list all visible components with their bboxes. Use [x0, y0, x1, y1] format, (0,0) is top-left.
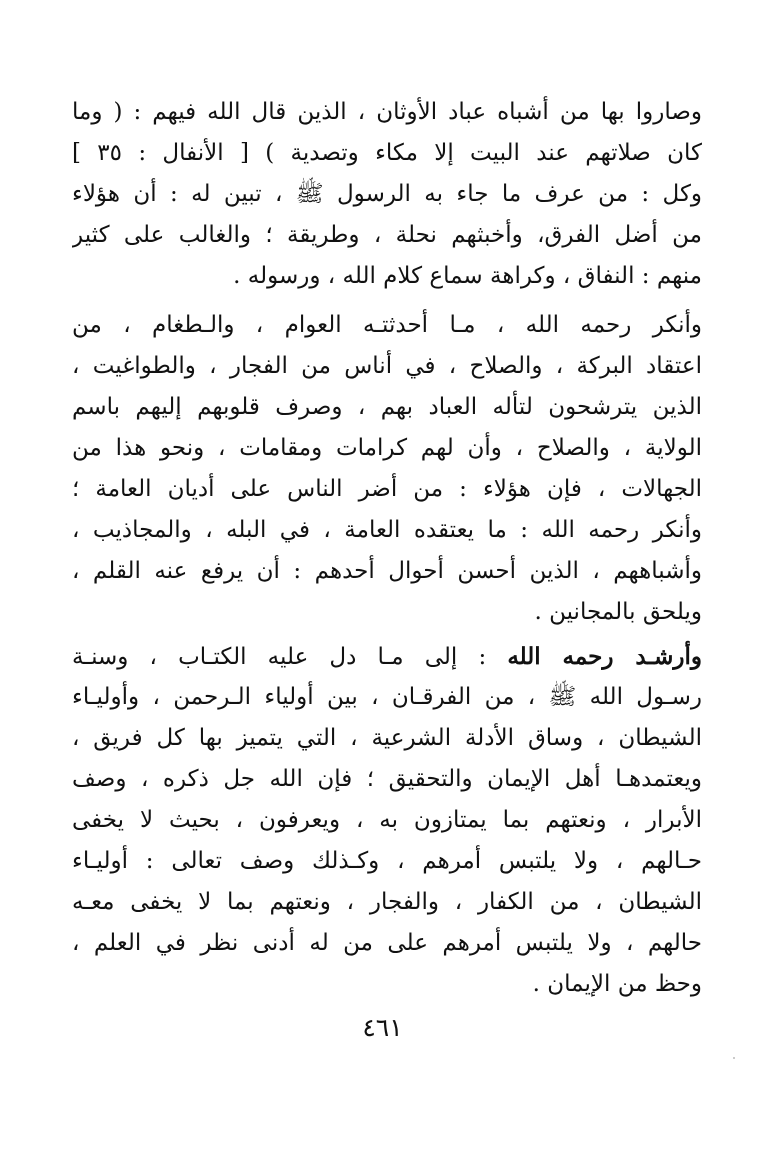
text-line-rest: : إلى مـا دل عليه الكتـاب ، وسنـة [72, 644, 508, 670]
text-line: ويلحق بالمجانين . [534, 599, 702, 625]
text-line: الشيطان ، من الكفار ، والفجار ، ونعتهم بما لا يخفى معـه [72, 889, 702, 915]
page-number: ٤٦١ [362, 1013, 403, 1042]
scan-speck [733, 1057, 735, 1059]
paragraph-2 [72, 305, 702, 633]
paragraph-3 [72, 636, 702, 1005]
text-line: وحظ من الإيمان . [532, 971, 702, 997]
text-line: الجهالات ، فإن هؤلاء : من أضر الناس على أديان العامة ؛ [72, 476, 702, 502]
text-line: كان صلاتهم عند البيت إلا مكاء وتصدية ) [ الأنفال : ٣٥ ] [72, 140, 702, 166]
paragraph-1 [72, 92, 702, 297]
text-line: حـالهم ، ولا يلتبس أمرهم ، وكـذلك وصف تعالى : أوليـاء [72, 848, 702, 874]
text-line: اعتقاد البركة ، والصلاح ، في أناس من الفجار ، والطواغيت ، [72, 353, 702, 379]
text-line: الشيطان ، وساق الأدلة الشرعية ، التي يتميز بها كل فريق ، [72, 725, 702, 751]
text-line: الولاية ، والصلاح ، وأن لهم كرامات ومقامات ، ونحو هذا من [72, 435, 702, 461]
text-line: وصاروا بها من أشباه عباد الأوثان ، الذين قال الله فيهم : ( وما [72, 99, 702, 125]
text-line: وأنكر رحمه الله : ما يعتقده العامة ، في البله ، والمجاذيب ، [72, 517, 702, 543]
text-line: حالهم ، ولا يلتبس أمرهم على من له أدنى نظر في العلم ، [72, 930, 702, 956]
text-line: الأبرار ، ونعتهم بما يمتازون به ، ويعرفون ، بحيث لا يخفى [72, 807, 702, 833]
text-line: من أضل الفرق، وأخبثهم نحلة ، وطريقة ؛ والغالب على كثير [72, 222, 702, 248]
text-line: ويعتمدهـا أهل الإيمان والتحقيق ؛ فإن الله جل ذكره ، وصف [72, 766, 702, 792]
text-line: وأنكر رحمه الله ، مـا أحدثتـه العوام ، والـطغام ، من [72, 312, 702, 338]
text-line: منهم : النفاق ، وكراهة سماع كلام الله ، ورسوله . [233, 263, 702, 289]
text-line: رسـول الله ﷺ ، من الفرقـان ، بين أولياء الـرحمن ، وأوليـاء [72, 684, 702, 710]
text-line: الذين يترشحون لتأله العباد بهم ، وصرف قلوبهم إليهم باسم [72, 394, 702, 420]
text-line: وأشباههم ، الذين أحسن أحوال أحدهم : أن يرفع عنه القلم ، [72, 558, 702, 584]
text-line-with-lead [72, 636, 702, 677]
text-line: وكل : من عرف ما جاء به الرسول ﷺ ، تبين له : أن هؤلاء [72, 181, 702, 207]
bold-lead-phrase: وأرشـد رحمه الله [507, 643, 702, 670]
